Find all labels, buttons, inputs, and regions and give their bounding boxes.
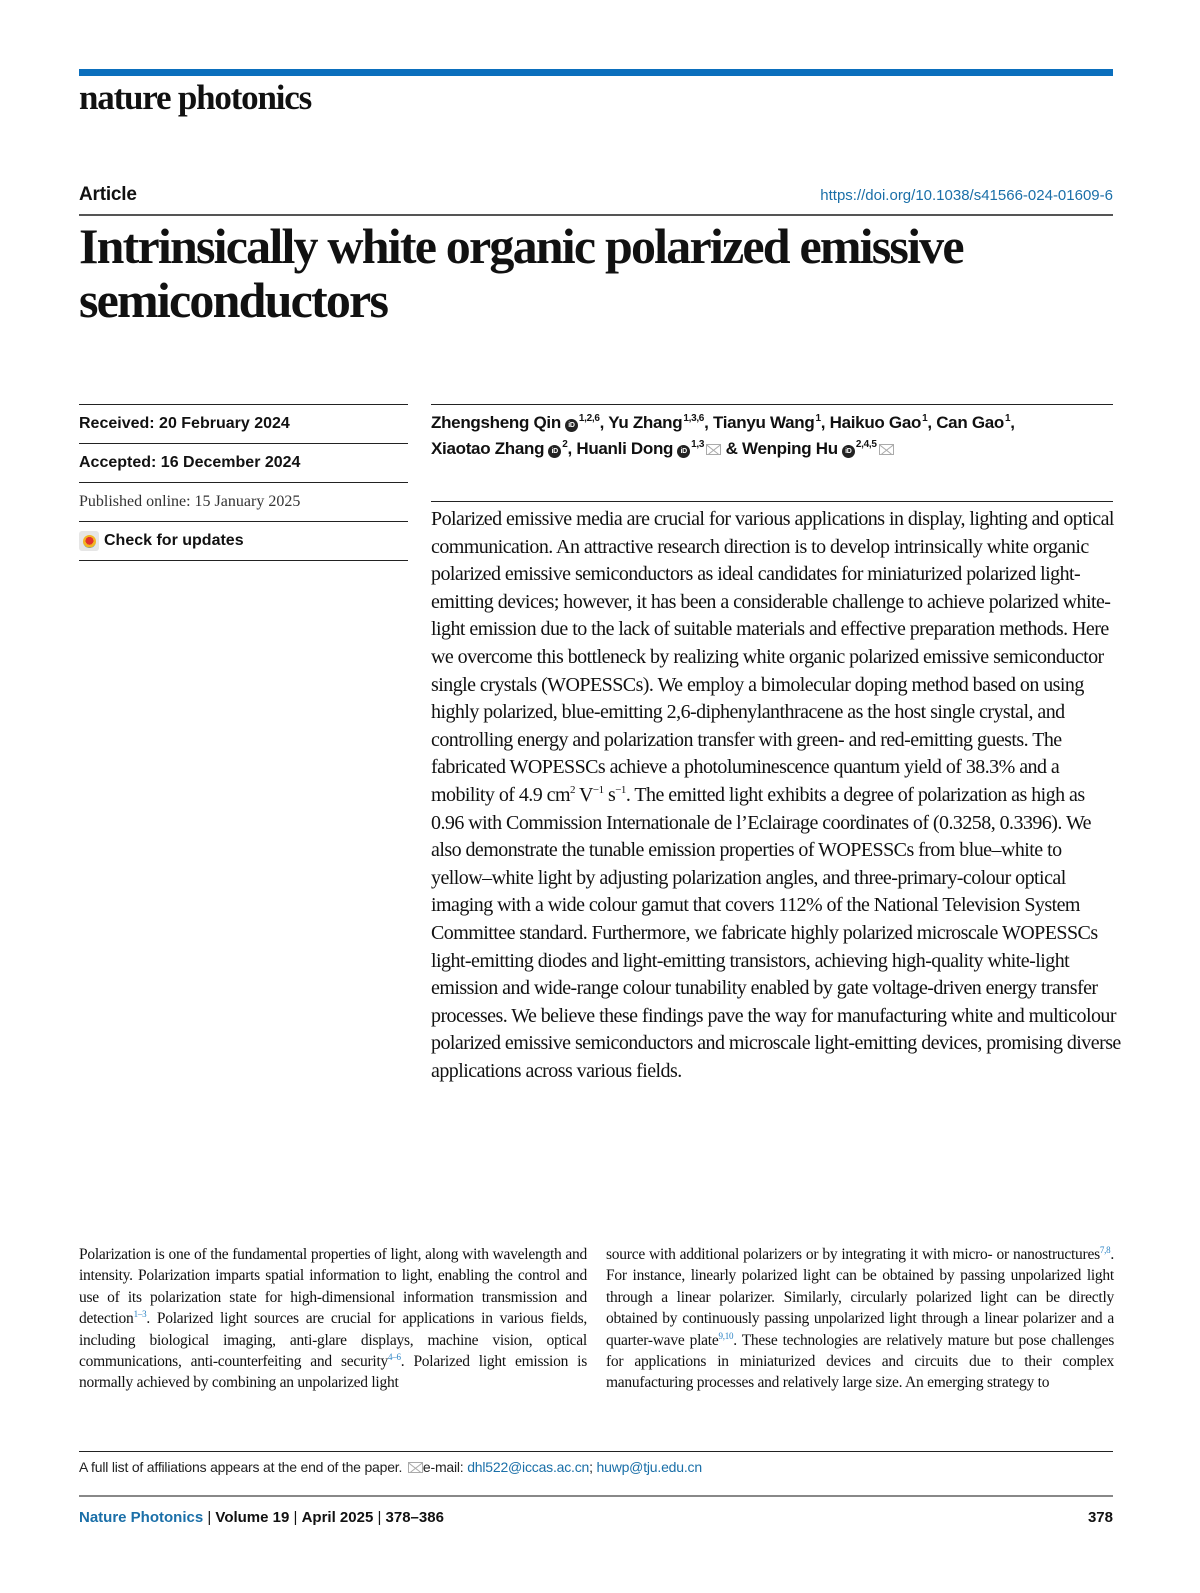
title-divider [79, 214, 1113, 216]
footer-pages: 378–386 [385, 1509, 444, 1526]
orcid-icon[interactable]: iD [565, 419, 578, 432]
published-date: Published online: 15 January 2025 [79, 482, 408, 521]
journal-accent-bar [79, 69, 1113, 76]
abstract: Polarized emissive media are crucial for various applications in display, lighting and optical communication. An attractive research direction is to develop intrinsically white organic polarized emissive semiconductors as ideal candidates for miniaturized polarized light-emitting devices; however, it has been a considerable challenge to achieve polarized white-light emission due to the lack of suitable materials and effective preparation methods. Here we overcome this bottleneck by realizing white organic polarized emissive semiconductor single crystals (WOPESSCs). We employ a bimolecular doping method based on using highly polarized, blue-emitting 2,6-diphenylanthracene as the host single crystal, and controlling energy and polarization transfer with green- and red-emitting guests. The fabricated WOPESSCs achieve a photoluminescence quantum yield of 38.3% and a mobility of 4.9 $cm^2$ $V^{-1}$ $s^{-1}$. The emitted light exhibits a degree of polarization as high as 0.96 with Commission Internationale de l’Eclairage coordinates of (0.3258, 0.3396). We also demonstrate the tunable emission properties of WOPESSCs from blue–white to yellow–white light by adjusting polarization angles, and three-primary-colour optical imaging with a wide colour gamut that covers 112% of the National Television System Committee standard. Furthermore, we fabricate highly polarized microscale WOPESSCs light-emitting diodes and light-emitting transistors, achieving high-quality white-light emission and wide-range colour tunability enabled by gate voltage-driven energy transfer processes. We believe these findings pave the way for manufacturing white and multicolour polarized emissive semiconductors and microscale light-emitting devices, promising diverse applications across various fields. [431, 508, 1121, 1082]
author[interactable]: Xiaotao Zhang $iD^2$ [431, 439, 568, 458]
author-list: Zhengsheng Qin iD$^{1,2,6}$, Yu Zhang$^{1,3,6}$, Tianyu Wang$^1$, Haikuo Gao$^1$, Can Gao$^1$, Xiaotao Zhang $iD^2$, Huanli Dong iD$^{1,3}$ & Wenping Hu iD$^{2,4,5}$ [431, 413, 1015, 458]
footer-divider [79, 1495, 1113, 1497]
orcid-icon[interactable]: iD [548, 445, 561, 458]
author[interactable]: Tianyu Wang$^1$ [712, 413, 821, 432]
reference-link[interactable]: 7,8 [1099, 1245, 1111, 1255]
email-link-dong[interactable]: dhl522@iccas.ac.cn [467, 1459, 590, 1475]
affiliations-footnote: A full list of affiliations appears at the end of the paper. e-mail: dhl522@iccas.ac.cn; huwp@tju.edu.cn [79, 1459, 702, 1475]
footer-volume: Volume 19 [215, 1509, 290, 1526]
received-date: Received: 20 February 2024 [79, 404, 408, 443]
email-icon[interactable] [879, 444, 894, 455]
page-number: 378 [1087, 1509, 1113, 1526]
page-footer: Nature Photonics | Volume 19 | April 2025 | 378–386 [79, 1509, 444, 1526]
author[interactable]: Can Gao$^1$ [936, 413, 1011, 432]
check-for-updates-icon [79, 531, 99, 551]
author[interactable]: Zhengsheng Qin iD$^{1,2,6}$ [431, 413, 600, 432]
orcid-icon[interactable]: iD [842, 445, 855, 458]
footer-date: April 2025 [301, 1509, 374, 1526]
check-for-updates-button[interactable] [79, 521, 408, 561]
email-link-hu[interactable]: huwp@tju.edu.cn [596, 1459, 702, 1475]
orcid-icon[interactable]: iD [677, 445, 690, 458]
email-icon [408, 1462, 423, 1473]
author[interactable]: Haikuo Gao$^1$ [829, 413, 928, 432]
author[interactable]: Wenping Hu iD$^{2,4,5}$ [742, 439, 894, 458]
doi-link[interactable]: https://doi.org/10.1038/s41566-024-01609-6 [820, 187, 1113, 204]
abstract-divider [431, 501, 1113, 502]
accepted-date: Accepted: 16 December 2024 [79, 443, 408, 482]
footer-journal-link[interactable]: Nature Photonics [79, 1509, 204, 1526]
article-title: Intrinsically white organic polarized emissive semiconductors [79, 218, 963, 328]
check-for-updates-label: Check for updates [104, 532, 244, 549]
article-type-label: Article [79, 184, 137, 205]
reference-link[interactable]: 4–6 [388, 1352, 401, 1363]
email-icon[interactable] [706, 444, 721, 455]
body-text-column-left: Polarization is one of the fundamental properties of light, along with wavelength and intensity. Polarization imparts spatial information to light, enabling the control and use of its polarization state for high-dimensional information transmission and detection$^{1-3}$. Polarized light sources are crucial for applications in various fields, including biological imaging, anti-glare displays, machine vision, optical communications, anti-counterfeiting and security$^{4-6}$. Polarized light emission is normally achieved by combining an unpolarized light [79, 1246, 587, 1392]
footnote-divider [79, 1451, 1113, 1452]
author[interactable]: Huanli Dong iD$^{1,3}$ [576, 439, 721, 458]
article-dates-panel [79, 404, 408, 561]
body-text-column-right: source with additional polarizers or by integrating it with micro- or nanostructures$^{7,8}$. For instance, linearly polarized light can be obtained by passing unpolarized light through a linear polarizer. Similarly, circularly polarized light can be directly obtained by continuously passing unpolarized light through a linear polarizer and a quarter-wave plate$^{9,10}$. These technologies are relatively mature but pose challenges for applications in miniaturized devices and circuits due to their complex manufacturing processes and relatively large size. An emerging strategy to [606, 1245, 1114, 1392]
author[interactable]: Yu Zhang$^{1,3,6}$ [608, 413, 705, 432]
reference-link[interactable]: 9,10 [718, 1330, 734, 1341]
journal-logo: nature photonics [79, 78, 312, 117]
authors-divider [431, 404, 1113, 405]
reference-link[interactable]: 1–3 [133, 1309, 147, 1320]
